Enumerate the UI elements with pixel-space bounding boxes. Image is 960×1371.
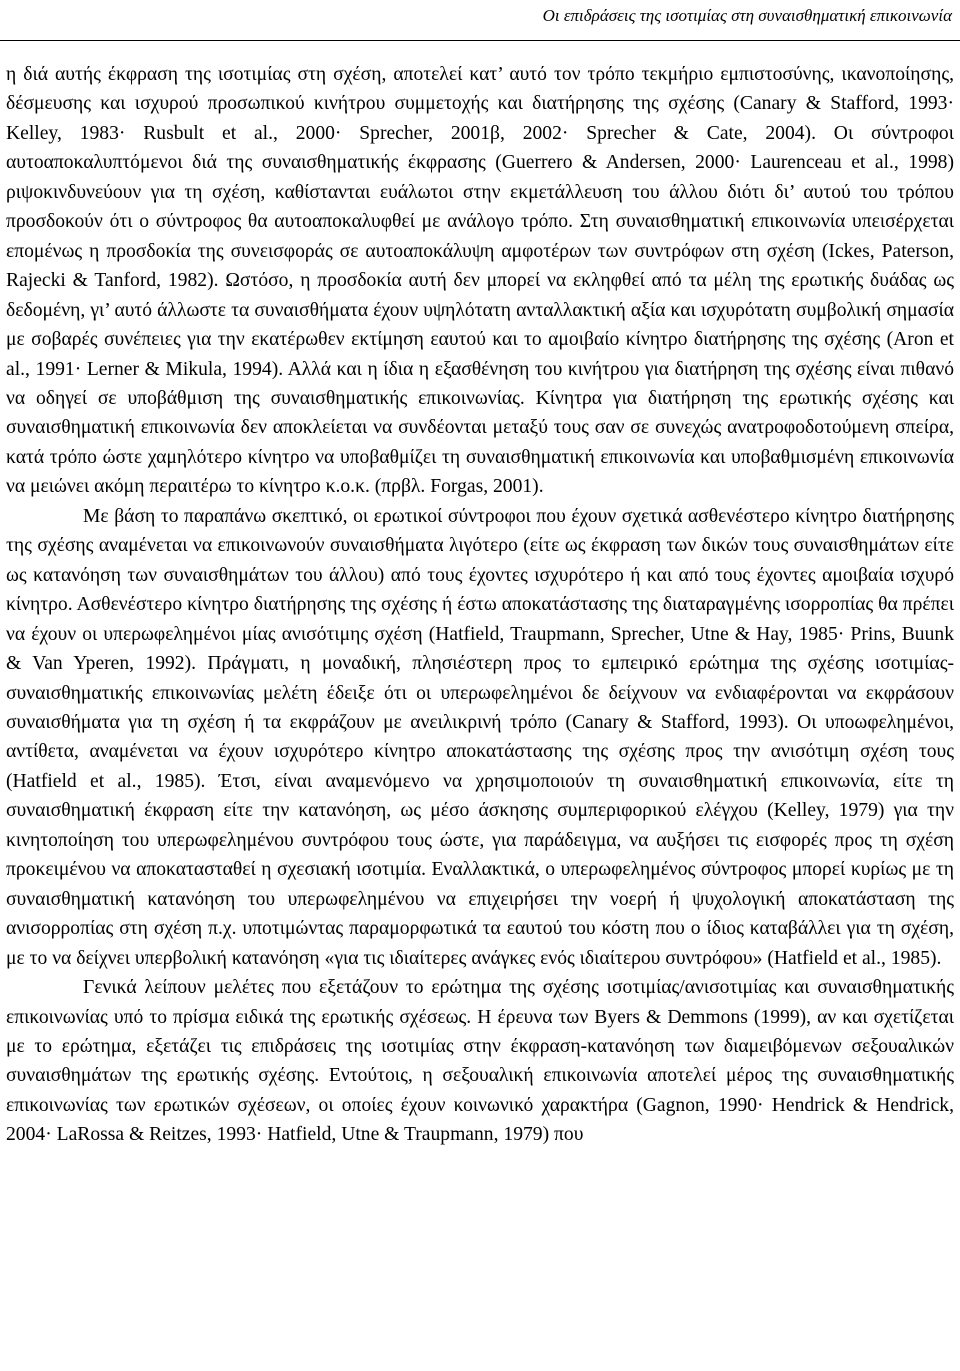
- paragraph-2: Με βάση το παραπάνω σκεπτικό, οι ερωτικοί σύντροφοι που έχουν σχετικά ασθενέστερο κίνητρο διατήρησης της σχέσης αναμένεται να επικοινωνούν συναισθήματα λιγότερο (είτε ως έκφραση των δικών τους συναισθημάτων είτε ως κατανόηση των συναισθημάτων του άλλου) από τους έχοντες ισχυρότερο ή και από τους έχοντες αμοιβαία ισχυρό κίνητρο. Ασθενέστερο κίνητρο διατήρησης της σχέσης ή έστω αποκατάστασης της διαταραγμένης ισορροπίας θα πρέπει να έχουν οι υπερωφελημένοι μίας ανισότιμης σχέση (Hatfield, Traupmann, Sprecher, Utne & Hay, 1985· Prins, Buunk & Van Yperen, 1992). Πράγματι, η μοναδική, πλησιέστερη προς το εμπειρικό ερώτημα της σχέσης ισοτιμίας-συναισθηματικής επικοινωνίας μελέτη έδειξε ότι οι υπερωφελημένοι δε δείχνουν να ενδιαφέρονται να εκφράσουν συναισθήματα για τη σχέση ή τα εκφράζουν με ανειλικρινή τρόπο (Canary & Stafford, 1993). Οι υποωφελημένοι, αντίθετα, αναμένεται να έχουν ισχυρότερο κίνητρο αποκατάστασης της σχέσης προς την ανισότιμη σχέση τους (Hatfield et al., 1985). Έτσι, είναι αναμενόμενο να χρησιμοποιούν τη συναισθηματική επικοινωνία, είτε τη συναισθηματική έκφραση είτε την κατανόηση, ως μέσο άσκησης συμπεριφορικού ελέγχου (Kelley, 1979) για την κινητοποίηση του υπερωφελημένου συντρόφου τους ώστε, για παράδειγμα, να αυξήσει τις εισφορές προς τη σχέση προκειμένου να αποκατασταθεί η σχεσιακή ισοτιμία. Εναλλακτικά, ο υπερωφελημένος σύντροφος μπορεί κυρίως με τη συναισθηματική κατανόηση του υπερωφελημένου να επιχειρήσει την νοερή ή ψυχολογική αποκατάσταση της ανισορροπίας στη σχέση π.χ. υποτιμώντας παραμορφωτικά τα εαυτού του κόστη που ο ίδιος καταβάλλει για τη σχέση, με το να δείχνει υπερβολική κατανόηση «για τις ιδιαίτερες ανάγκες ενός ιδιαίτερου συντρόφου» (Hatfield et al., 1985).: [6, 505, 954, 969]
- paragraph-1: η διά αυτής έκφραση της ισοτιμίας στη σχέση, αποτελεί κατ’ αυτό τον τρόπο τεκμήριο εμπιστοσύνης, ικανοποίησης, δέσμευσης και ισχυρού προσωπικού κινήτρου συμμετοχής και διατήρησης της σχέσης (Canary & Stafford, 1993· Kelley, 1983· Rusbult et al., 2000· Sprecher, 2001β, 2002· Sprecher & Cate, 2004). Οι σύντροφοι αυτοαποκαλυπτόμενοι διά της συναισθηματικής έκφρασης (Guerrero & Andersen, 2000· Laurenceau et al., 1998) ριψοκινδυνεύουν για τη σχέση, καθίστανται ευάλωτοι στην εκμετάλλευση του άλλου διότι δι’ αυτού του τρόπου προσδοκούν ότι ο σύντροφος θα αυτοαποκαλυφθεί με ανάλογο τρόπο. Στη συναισθηματική επικοινωνία υπεισέρχεται επομένως η προσδοκία της συνεισφοράς σε αυτοαποκάλυψη αμφοτέρων των συντρόφων στη σχέση (Ickes, Paterson, Rajecki & Tanford, 1982). Ωστόσο, η προσδοκία αυτή δεν μπορεί να εκληφθεί από τα μέλη της ερωτικής δυάδας ως δεδομένη, γι’ αυτό άλλωστε τα συναισθήματα έχουν υψηλότατη ανταλλακτική αξία και ισχυρότατη συμβολική σημασία με σοβαρές συνέπειες για την εκατέρωθεν εκτίμηση εαυτού και το αμοιβαίο κίνητρο διατήρησης της σχέσης (Aron et al., 1991· Lerner & Mikula, 1994). Αλλά και η ίδια η εξασθένηση του κινήτρου για διατήρηση της σχέσης είναι πιθανό να οδηγεί σε υποβάθμιση της συναισθηματικής επικοινωνίας. Κίνητρα για διατήρηση της ερωτικής σχέσης και συναισθηματική επικοινωνία δεν αποκλείεται να συνδέονται μεταξύ τους σαν σε συνεχώς ανατροφοδοτούμενη σπείρα, κατά τρόπο ώστε χαμηλότερο κίνητρο να υποβαθμίζει τη συναισθηματική επικοινωνία και υποβαθμισμένη επικοινωνία να μειώνει ακόμη περαιτέρω το κίνητρο κ.ο.κ. (πρβλ. Forgas, 2001).: [6, 64, 954, 498]
- body-text: [6, 60, 954, 1150]
- header-rule: [0, 40, 960, 41]
- running-header: Οι επιδράσεις της ισοτιμίας στη συναισθηματική επικοινωνία: [542, 6, 952, 25]
- paragraph-3: Γενικά λείπουν μελέτες που εξετάζουν το ερώτημα της σχέσης ισοτιμίας/ανισοτιμίας και συναισθηματικής επικοινωνίας υπό το πρίσμα ειδικά της ερωτικής σχέσεως. Η έρευνα των Byers & Demmons (1999), αν και σχετίζεται με το ερώτημα, εξετάζει τις επιδράσεις της ισοτιμίας στην έκφραση-κατανόηση των διαμειβόμενων σεξουαλικών συναισθημάτων της ερωτικής σχέσης. Εντούτοις, η σεξουαλική επικοινωνία αποτελεί μέρος της συναισθηματικής επικοινωνίας των ερωτικών σχέσεων, οι οποίες έχουν κοινωνικό χαρακτήρα (Gagnon, 1990· Hendrick & Hendrick, 2004· LaRossa & Reitzes, 1993· Hatfield, Utne & Traupmann, 1979) που: [6, 977, 954, 1146]
